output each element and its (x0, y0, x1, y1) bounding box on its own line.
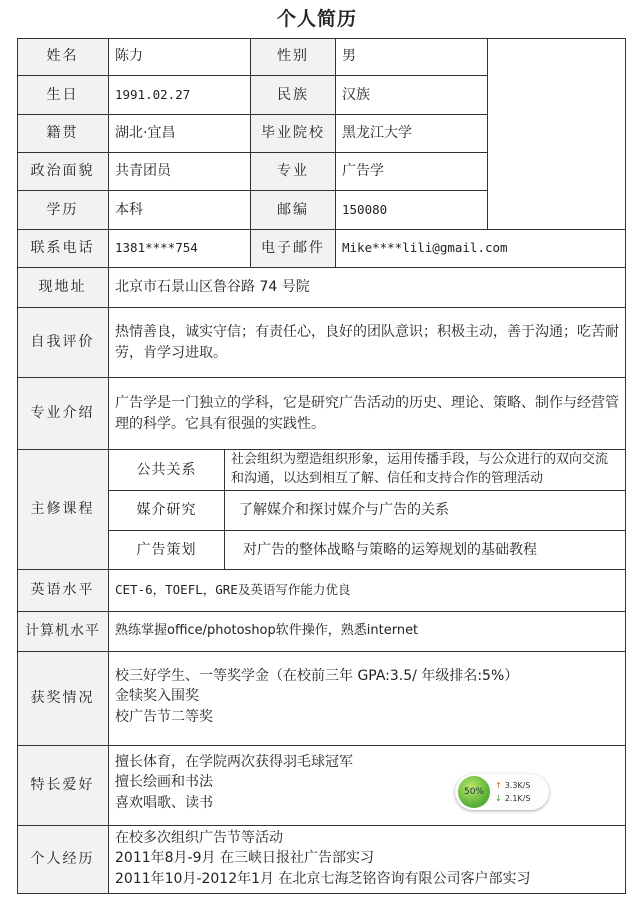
native-label: 籍贯 (17, 115, 109, 153)
gender-label: 性别 (251, 38, 336, 76)
hobbies-label: 特长爱好 (17, 746, 109, 826)
education-label: 学历 (17, 191, 109, 230)
gender-value: 男 (336, 38, 488, 76)
email-label: 电子邮件 (251, 230, 336, 268)
awards-label: 获奖情况 (17, 652, 109, 746)
award-line: 校三好学生、一等奖学金（在校前三年 GPA:3.5/ 年级排名:5%） (115, 668, 519, 684)
major-label: 专业 (251, 153, 336, 191)
usage-percent: 50% (463, 787, 484, 797)
address-label: 现地址 (17, 268, 109, 308)
self-eval-label: 自我评价 (17, 308, 109, 378)
email-value: Mike****lili@gmail.com (336, 230, 626, 268)
major-intro-label: 专业介绍 (17, 378, 109, 450)
experience-label: 个人经历 (17, 826, 109, 894)
ethnicity-label: 民族 (251, 76, 336, 115)
education-value: 本科 (109, 191, 251, 230)
computer-label: 计算机水平 (17, 612, 109, 652)
self-eval-value: 热情善良，诚实守信；有责任心，良好的团队意识；积极主动，善于沟通；吃苦耐劳，肯学习进取。 (109, 308, 626, 378)
award-line: 校广告节二等奖 (115, 708, 213, 725)
photo-cell (488, 38, 626, 230)
politics-label: 政治面貌 (17, 153, 109, 191)
english-value: CET-6，TOEFL，GRE及英语写作能力优良 (109, 570, 626, 612)
resume-title: 个人简历 (276, 8, 357, 30)
birth-value: 1991.02.27 (109, 76, 251, 115)
ethnicity-value: 汉族 (336, 76, 488, 115)
award-line: 金犊奖入围奖 (115, 688, 199, 705)
hobby-line: 擅长体育，在学院两次获得羽毛球冠军 (115, 754, 353, 770)
hobbies-value (109, 746, 626, 826)
resume-table (17, 38, 626, 894)
name-value: 陈力 (109, 38, 251, 76)
hobby-line: 擅长绘画和书法 (115, 774, 213, 791)
native-value: 湖北·宜昌 (109, 115, 251, 153)
english-label: 英语水平 (17, 570, 109, 612)
experience-value (109, 826, 626, 894)
course-desc-2: 了解媒介和探讨媒介与广告的关系 (225, 491, 626, 531)
download-arrow-icon: ↓ (495, 794, 502, 803)
experience-line: 在校多次组织广告节等活动 (115, 830, 283, 846)
hobby-line: 喜欢唱歌、读书 (115, 794, 213, 811)
upload-speed: 3.3K/S (504, 781, 531, 790)
school-value: 黑龙江大学 (336, 115, 488, 153)
computer-value: 熟练掌握office/photoshop软件操作，熟悉internet (109, 612, 626, 652)
speed-readout (495, 779, 530, 805)
course-desc-1: 社会组织为塑造组织形象，运用传播手段，与公众进行的双向交流和沟通，以达到相互了解、信任和支持合作的管理活动 (225, 450, 626, 491)
awards-value (109, 652, 626, 746)
phone-label: 联系电话 (17, 230, 109, 268)
network-speed-widget[interactable] (455, 774, 549, 810)
course-desc-3: 对广告的整体战略与策略的运筹规划的基础教程 (225, 531, 626, 570)
course-name-1: 公共关系 (109, 450, 225, 491)
politics-value: 共青团员 (109, 153, 251, 191)
postcode-value: 150080 (336, 191, 488, 230)
download-speed: 2.1K/S (504, 794, 531, 803)
experience-line: 2011年8月-9月 在三峡日报社广告部实习 (115, 850, 374, 867)
course-name-2: 媒介研究 (109, 491, 225, 531)
phone-value: 1381****754 (109, 230, 251, 268)
major-intro-value: 广告学是一门独立的学科，它是研究广告活动的历史、理论、策略、制作与经营管理的科学。它具有很强的实践性。 (109, 378, 626, 450)
usage-gauge-icon (458, 776, 490, 808)
course-name-3: 广告策划 (109, 531, 225, 570)
name-label: 姓名 (17, 38, 109, 76)
experience-line: 2011年10月-2012年1月 在北京七海芝铭咨询有限公司客户部实习 (115, 870, 531, 887)
major-value: 广告学 (336, 153, 488, 191)
birth-label: 生日 (17, 76, 109, 115)
postcode-label: 邮编 (251, 191, 336, 230)
school-label: 毕业院校 (251, 115, 336, 153)
courses-label: 主修课程 (17, 450, 109, 570)
address-value: 北京市石景山区鲁谷路 74 号院 (109, 268, 626, 308)
upload-arrow-icon: ↑ (495, 781, 502, 790)
